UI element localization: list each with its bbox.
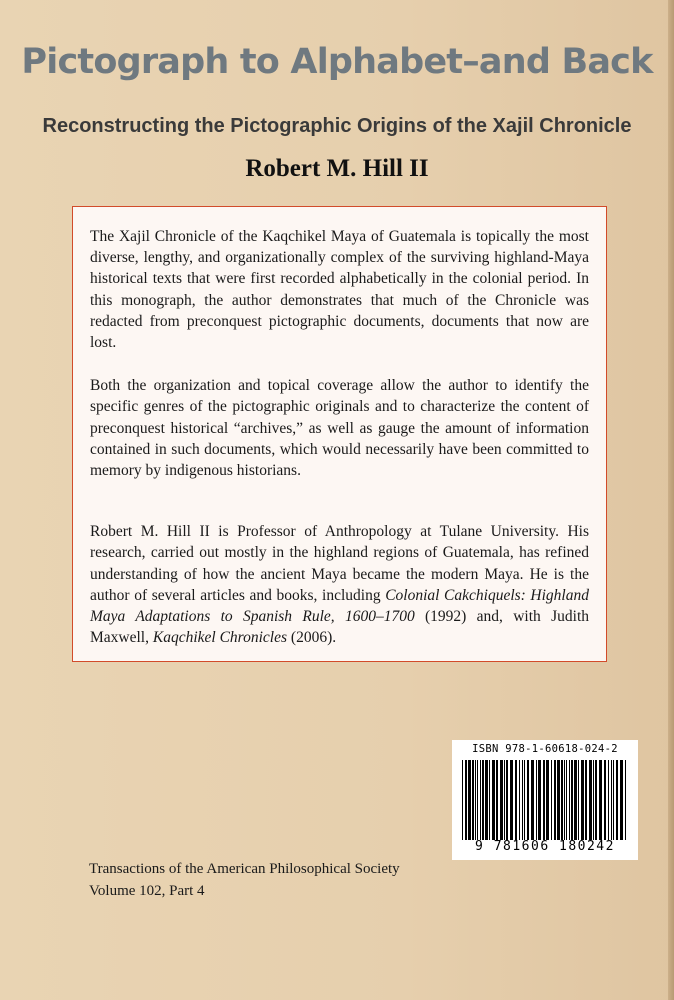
description-panel <box>72 206 607 662</box>
description-paragraph-1: The Xajil Chronicle of the Kaqchikel Maya of Guatemala is topically the most diverse, lengthy, and organizationally complex of the surviving highland-Maya historical texts that were first recorded alphabetically in the colonial period. In this monograph, the author demonstrates that much of the Chronicle was redacted from preconquest pictographic documents, documents that now are lost. <box>90 228 589 352</box>
isbn-label: ISBN 978-1-60618-024-2 <box>472 743 618 755</box>
bio-text-3: (2006). <box>287 629 337 647</box>
barcode-bar <box>620 760 623 840</box>
barcode-bar <box>519 760 520 840</box>
barcode-bar <box>485 760 488 840</box>
barcode-bar <box>536 760 537 840</box>
barcode-bar <box>604 760 606 840</box>
barcode-bar <box>581 760 584 840</box>
barcode-bar <box>569 760 570 840</box>
barcode-bar <box>574 760 577 840</box>
bio-text-2: (1992) and, with Judith Maxwell, <box>90 608 590 647</box>
barcode-bar <box>510 760 513 840</box>
barcode-bar <box>496 760 498 840</box>
barcode-bar <box>515 760 517 840</box>
book-author: Robert M. Hill II <box>245 155 429 182</box>
barcode-bar <box>480 760 481 840</box>
barcode-bar <box>557 760 560 840</box>
barcode-bar <box>482 760 484 840</box>
barcode-bar <box>475 760 476 840</box>
bio-book-title-2: Kaqchikel Chronicles <box>152 629 288 647</box>
barcode-bar <box>566 760 567 840</box>
barcode-bar <box>489 760 490 840</box>
barcode-bar <box>554 760 556 840</box>
book-subtitle: Reconstructing the Pictographic Origins of the Xajil Chronicle <box>42 115 632 137</box>
barcode-bar <box>599 760 602 840</box>
isbn-barcode <box>452 740 638 860</box>
barcode-bar <box>546 760 549 840</box>
barcode-bar <box>506 760 508 840</box>
barcode-bar <box>527 760 529 840</box>
barcode-bar <box>465 760 467 840</box>
description-text <box>90 226 589 670</box>
barcode-bar <box>608 760 609 840</box>
barcode-bar <box>492 760 495 840</box>
barcode-bar <box>593 760 594 840</box>
barcode-bar <box>468 760 471 840</box>
barcode-bar <box>504 760 505 840</box>
barcode-number: 9 781606 180242 <box>475 839 615 854</box>
barcode-bar <box>613 760 614 840</box>
barcode-bar <box>531 760 534 840</box>
barcode-bar <box>522 760 523 840</box>
series-info <box>89 858 400 902</box>
series-volume: Volume 102, Part 4 <box>89 883 205 899</box>
bio-text-1: Robert M. Hill II is Professor of Anthropology at Tulane University. His research, carried out mostly in the highland regions of Guatemala, has refined understanding of how the ancient Maya became the modern Maya. He is the author of several articles and books, including <box>90 523 589 604</box>
barcode-bar <box>564 760 565 840</box>
barcode-bar <box>477 760 478 840</box>
barcode-bar <box>551 760 552 840</box>
barcode-bar <box>472 760 474 840</box>
barcode-bar <box>524 760 525 840</box>
series-name: Transactions of the American Philosophical Society <box>89 861 400 877</box>
barcode-bar <box>462 760 463 840</box>
barcode-bar <box>589 760 592 840</box>
description-paragraph-2: Both the organization and topical coverage allow the author to identify the specific genres of the pictographic originals and to characterize the content of preconquest historical “archives,” as well as gauge the amount of information contained in such documents, which would necessarily have been committed to memory by indigenous historians. <box>90 377 589 480</box>
barcode-bar <box>616 760 618 840</box>
barcode-bar <box>585 760 587 840</box>
barcode-bar <box>538 760 541 840</box>
author-bio <box>90 521 589 648</box>
book-spine-edge <box>668 0 674 1000</box>
barcode-bars <box>462 760 628 840</box>
barcode-bar <box>611 760 612 840</box>
barcode-bar <box>561 760 563 840</box>
barcode-bar <box>571 760 573 840</box>
book-title: Pictograph to Alphabet–and Back <box>21 42 653 82</box>
barcode-bar <box>595 760 597 840</box>
barcode-bar <box>625 760 626 840</box>
barcode-bar <box>500 760 503 840</box>
barcode-bar <box>578 760 579 840</box>
bio-book-title-1: Colonial Cakchiquels: Highland Maya Adaptations to Spanish Rule, 1600–1700 <box>90 586 589 626</box>
barcode-bar <box>543 760 545 840</box>
